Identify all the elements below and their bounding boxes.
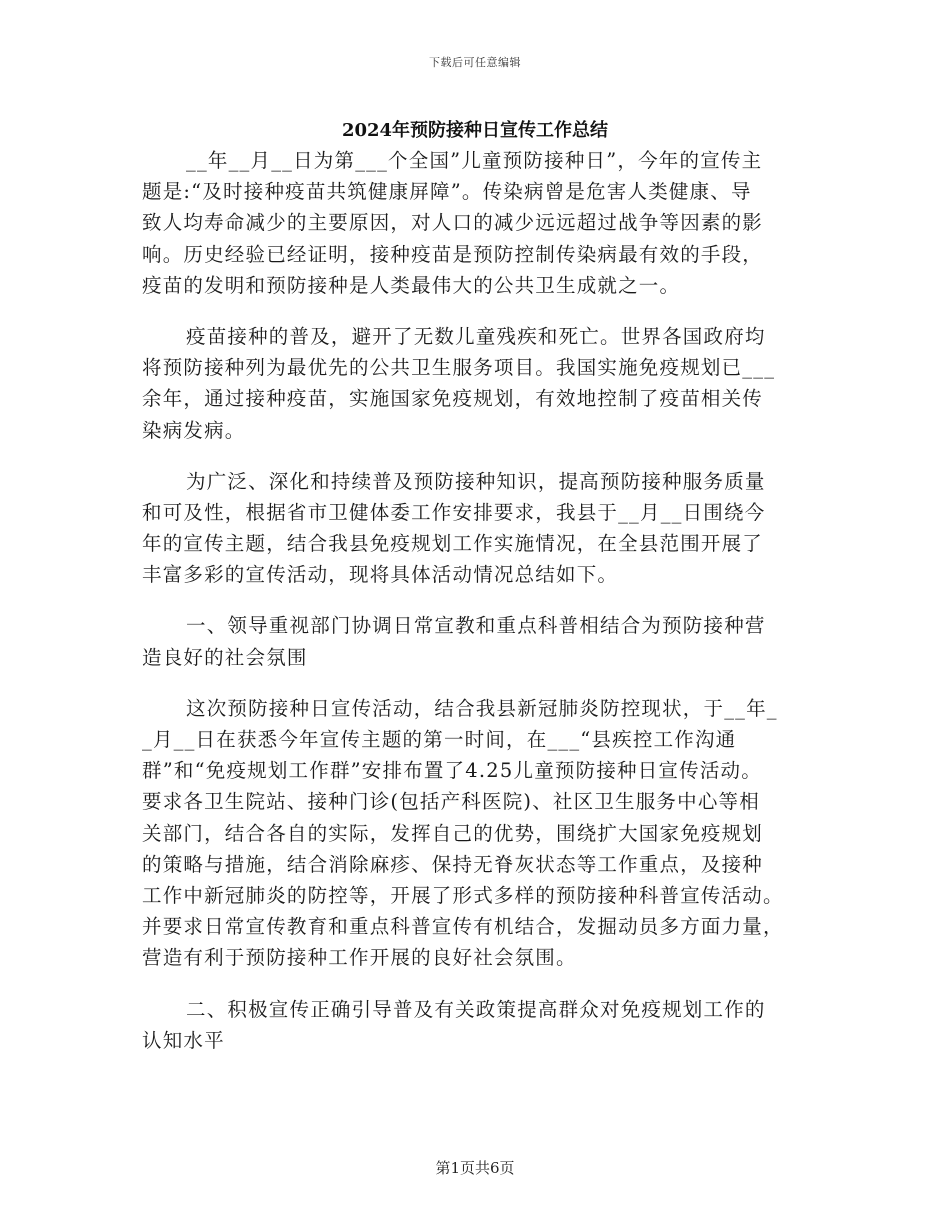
text-line: 和可及性，根据省市卫健体委工作安排要求，我县于__月__日围绕今	[142, 500, 766, 524]
text-line: 这次预防接种日宣传活动，结合我县新冠肺炎防控现状，于__年_	[186, 696, 778, 720]
text-line: 将预防接种列为最优先的公共卫生服务项目。我国实施免疫规划已___	[142, 356, 776, 380]
text-line: 丰富多彩的宣传活动，现将具体活动情况总结如下。	[142, 563, 619, 587]
text-line: 的策略与措施，结合消除麻疹、保持无脊灰状态等工作重点，及接种	[142, 852, 764, 876]
text-line: 疫苗的发明和预防接种是人类最伟大的公共卫生成就之一。	[142, 273, 681, 297]
text-line: 认知水平	[142, 1028, 225, 1052]
document-body	[142, 145, 818, 1056]
paragraph	[142, 145, 818, 301]
section-heading	[142, 610, 818, 672]
text-line: 群”和“免疫规划工作群”安排布置了4.25儿童预防接种日宣传活动。	[142, 759, 762, 783]
text-line: _月__日在获悉今年宣传主题的第一时间，在___“县疾控工作沟通	[142, 728, 737, 751]
text-line: 疫苗接种的普及，避开了无数儿童残疾和死亡。世界各国政府均	[186, 324, 766, 348]
header-note: 下载后可任意编辑	[429, 56, 521, 69]
section-heading	[142, 994, 818, 1056]
text-line: 致人均寿命减少的主要原因，对人口的减少远远超过战争等因素的影	[142, 211, 764, 235]
text-line: 响。历史经验已经证明，接种疫苗是预防控制传染病最有效的手段，	[142, 242, 764, 266]
text-line: 要求各卫生院站、接种门诊(包括产科医院)、社区卫生服务中心等相	[142, 790, 760, 814]
text-line: 造良好的社会氛围	[142, 645, 308, 669]
text-line: 染病发病。	[142, 418, 246, 442]
page-footer: 第1页共6页	[435, 1159, 515, 1177]
text-line: 工作中新冠肺炎的防控等，开展了形式多样的预防接种科普宣传活动。	[142, 883, 784, 907]
text-line: 为广泛、深化和持续普及预防接种知识，提高预防接种服务质量	[186, 469, 766, 493]
text-line: 并要求日常宣传教育和重点科普宣传有机结合，发掘动员多方面力量，	[142, 915, 784, 939]
text-line: 年的宣传主题，结合我县免疫规划工作实施情况，在全县范围开展了	[142, 532, 764, 556]
document-title: 2024年预防接种日宣传工作总结	[341, 120, 609, 141]
text-line: 一、领导重视部门协调日常宣教和重点科普相结合为预防接种营	[186, 614, 766, 638]
text-line: 二、积极宣传正确引导普及有关政策提高群众对免疫规划工作的	[186, 997, 766, 1021]
text-line: 营造有利于预防接种工作开展的良好社会氛围。	[142, 946, 577, 970]
text-line: __年__月__日为第___个全国”儿童预防接种日”，今年的宣传主	[186, 149, 763, 172]
text-line: 题是:“及时接种疫苗共筑健康屏障”。传染病曾是危害人类健康、导	[142, 180, 752, 204]
text-line: 余年，通过接种疫苗，实施国家免疫规划，有效地控制了疫苗相关传	[142, 387, 764, 411]
paragraph	[142, 321, 818, 446]
paragraph	[142, 693, 818, 974]
paragraph	[142, 466, 818, 591]
text-line: 关部门，结合各自的实际，发挥自己的优势，围绕扩大国家免疫规划	[142, 821, 764, 845]
